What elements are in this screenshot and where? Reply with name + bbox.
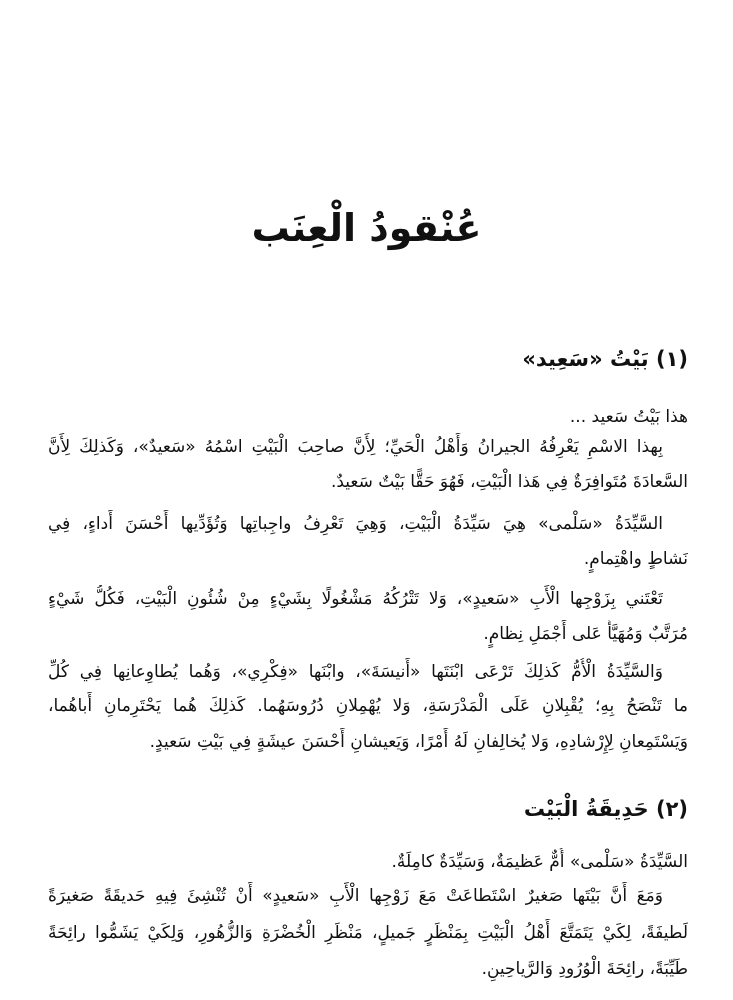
paragraph-line: وَالسَّيِّدَةُ الْأُمُّ كَذلِكَ تَرْعَى ابْنَتَها «أَنيسَةَ»، وابْنَها «فِكْرِي»، وَهُما يُطاوِعانِها فِي كُلِّ xyxy=(48,662,663,682)
paragraph-line: ما تَنْصَحُ بِهِ؛ يُقْبِلانِ عَلَى الْمَدْرَسَةِ، وَلا يُهْمِلانِ دُرُوسَهُما. كَذلِكَ هُما يَحْتَرِمانِ أَباهُما، xyxy=(48,696,688,716)
paragraph-line: هذا بَيْتُ سَعيد ... xyxy=(569,407,688,427)
page-title: عُنْقودُ الْعِنَب xyxy=(251,206,482,250)
section-heading-1: (١) بَيْتُ «سَعِيد» xyxy=(522,347,688,371)
paragraph-line: لَطيفَةً، لِكَيْ يَتَمَتَّعَ أَهْلُ الْبَيْتِ بِمَنْظَرٍ جَميلٍ، مَنْظَرِ الْخُضْرَةِ وَالزُّهُورِ، وَلِكَيْ يَشَمُّوا رائِحَةً xyxy=(48,923,688,943)
paragraph-line: مُرَتَّبٌ وَمُهَيَّأٌ عَلى أَجْمَلِ نِظامٍ. xyxy=(483,624,688,644)
paragraph-line: بِهذا الاسْمِ يَعْرِفُهُ الجيرانُ وَأَهْلُ الْحَيِّ؛ لِأَنَّ صاحِبَ الْبَيْتِ اسْمُهُ «سَعيدٌ»، وَكَذلِكَ لِأَنَّ xyxy=(48,437,663,457)
paragraph-line: وَيَسْتَمِعانِ لِإِرْشادِهِ، وَلا يُخالِفانِ لَهُ أَمْرًا، وَيَعيشانِ أَحْسَنَ عيشَةٍ فِي بَيْتِ سَعيدٍ. xyxy=(149,732,688,752)
paragraph-line: وَمَعَ أَنَّ بَيْتَها صَغيرٌ اسْتَطاعَتْ مَعَ زَوْجِها الْأَبِ «سَعيدٍ» أَنْ تُنْشِئَ فِيهِ حَديقَةً صَغيرَةً xyxy=(48,886,663,906)
paragraph-line: نَشاطٍ واهْتِمامٍ. xyxy=(583,549,688,569)
section-heading-2: (٢) حَدِيقَةُ الْبَيْت xyxy=(523,797,688,821)
paragraph-line: تَعْتَني بِزَوْجِها الْأَبِ «سَعيدٍ»، وَلا تَتْرُكُهُ مَشْغُولًا بِشَيْءٍ مِنْ شُئُونِ الْبَيْتِ، فَكُلُّ شَيْءٍ xyxy=(48,589,663,609)
paragraph-line: السَّعادَةَ مُتَوافِرَةٌ فِي هَذا الْبَيْتِ، فَهُوَ حَقًّا بَيْتٌ سَعيدٌ. xyxy=(330,472,688,492)
paragraph-line: السَّيِّدَةُ «سَلْمى» هِيَ سَيِّدَةُ الْبَيْتِ، وَهِيَ تَعْرِفُ واجِباتِها وَتُؤَدِّيها أَحْسَنَ أَداءٍ، فِي xyxy=(48,514,663,534)
paragraph-line: طَيِّبَةً، رائِحَةَ الْوُرُودِ وَالرَّياحِينِ. xyxy=(481,959,688,979)
paragraph-line: السَّيِّدَةُ «سَلْمى» أُمٌّ عَظيمَةٌ، وَسَيِّدَةٌ كامِلَةٌ. xyxy=(391,852,688,872)
